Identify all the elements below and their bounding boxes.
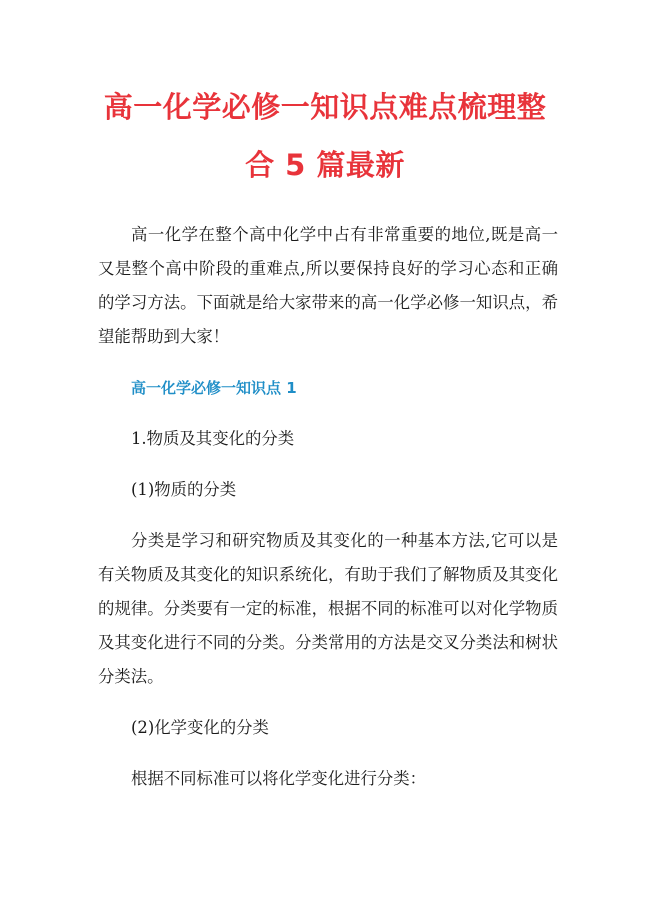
intro-paragraph: 高一化学在整个高中化学中占有非常重要的地位,既是高一又是整个高中阶段的重难点,所以要保持良好的学习心态和正确的学习方法。下面就是给大家带来的高一化学必修一知识点，希望能帮助到大家！ xyxy=(98,225,558,346)
title-line-1 xyxy=(60,78,590,136)
section-heading: 高一化学必修一知识点 1 xyxy=(131,379,297,397)
item-heading: 1.物质及其变化的分类 xyxy=(131,429,295,448)
title-line-1-text: 高一化学必修一知识点难点梳理整 xyxy=(103,90,547,124)
document-title xyxy=(60,78,590,194)
document-body xyxy=(98,218,558,813)
title-line-2 xyxy=(60,136,590,194)
classification-paragraph: 分类是学习和研究物质及其变化的一种基本方法,它可以是有关物质及其变化的知识系统化，有助于我们了解物质及其变化的规律。分类要有一定的标准，根据不同的标准可以对化学物质及其变化进行不同的分类。分类常用的方法是交叉分类法和树状分类法。 xyxy=(98,531,558,686)
subheading-classification-of-changes: (2)化学变化的分类 xyxy=(131,718,269,737)
subheading-classification-of-matter: (1)物质的分类 xyxy=(131,480,237,499)
changes-paragraph: 根据不同标准可以将化学变化进行分类： xyxy=(131,769,427,788)
title-line-2-text: 合 5 篇最新 xyxy=(245,148,405,182)
